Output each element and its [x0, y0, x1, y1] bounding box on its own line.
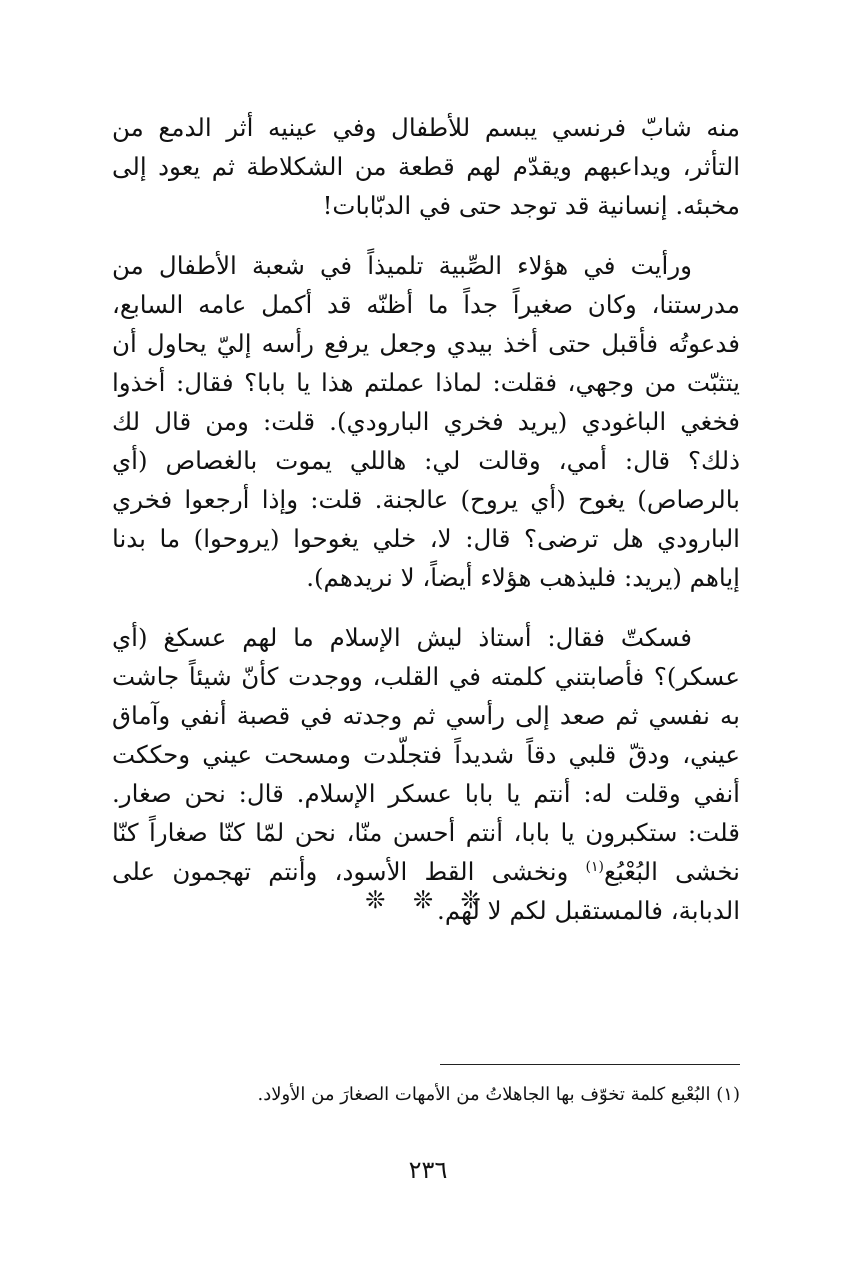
footnote: (١) البُعْبع كلمة تخوّف بها الجاهلاتُ من الأمهات الصغارَ من الأولاد. — [257, 1084, 740, 1105]
section-break-asterisks: ❊ ❊ ❊ — [365, 886, 491, 914]
footnote-divider — [440, 1064, 740, 1065]
paragraph-3 — [112, 618, 740, 930]
paragraph-2: ورأيت في هؤلاء الصِّبية تلميذاً في شعبة الأطفال من مدرستنا، وكان صغيراً جداً ما أظنّه قد أكمل عامه السابع، فدعوتُه فأقبل حتى أخذ بيدي وجعل يرفع رأسه إليّ يحاول أن يتثبّت من وجهي، فقلت: لماذا عملتم هذا يا بابا؟ فقال: أخذوا فخغي الباغودي (يريد فخري البارودي). قلت: ومن قال لك ذلك؟ قال: أمي، وقالت لي: هاللي يموت بالغصاص (أي بالرصاص) يغوح (أي يروح) عالجنة. قلت: وإذا أرجعوا فخري البارودي هل ترضى؟ قال: لا، خلي يغوحوا (يروحوا) ما بدنا إياهم (يريد: فليذهب هؤلاء أيضاً، لا نريدهم). — [112, 251, 740, 592]
paragraph-3-before: فسكتّ فقال: أستاذ ليش الإسلام ما لهم عسكغ (أي عسكر)؟ فأصابتني كلمته في القلب، ووجدت كأنّ شيئاً جاشت به نفسي ثم صعد إلى رأسي ثم وجدته في قصبة أنفي وآماق عيني، ودقّ قلبي دقاً شديداً فتجلّدت ومسحت عيني وحككت أنفي وقلت له: أنتم يا بابا عسكر الإسلام. قال: نحن صغار. قلت: ستكبرون يا بابا، أنتم أحسن منّا، نحن لمّا كنّا صغاراً كنّا نخشى البُعْبُع — [112, 623, 740, 886]
footnote-reference[interactable]: (١) — [585, 858, 604, 875]
paragraph-1: منه شابّ فرنسي يبسم للأطفال وفي عينيه أثر الدمع من التأثر، ويداعبهم ويقدّم لهم قطعة من الشكلاطة ثم يعود إلى مخبئه. إنسانية قد توجد حتى في الدبّابات! — [112, 113, 740, 220]
body-text — [112, 108, 740, 930]
page-number: ٢٣٦ — [408, 1156, 448, 1184]
paragraph-3-after: ونخشى القط الأسود، وأنتم تهجمون على الدبابة، فالمستقبل لكم لا لهم. — [112, 857, 740, 925]
